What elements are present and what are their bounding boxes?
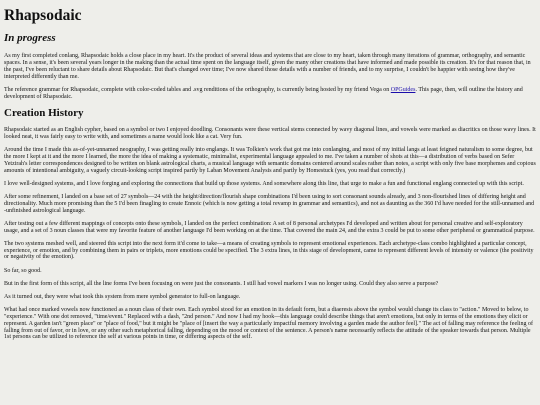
page-subtitle: In progress [4, 32, 56, 44]
opguides-link[interactable]: OPGuides [390, 86, 416, 93]
intro-text-before-link: The reference grammar for Rhapsodaic, complete with color-coded tables and .svg renditions of the orthography, is currently being hosted by my friend Vega on [4, 86, 391, 93]
history-paragraph: But in the first form of this script, all the line forms I've been focusing on were just the consonants. I still had vowel markers I was no longer using. Could they also serve a purpose? [4, 280, 439, 287]
history-paragraph: Around the time I made this as-of-yet-unnamed neography, I was getting really into englangs. It was Tolkien's work that got me into conlanging, and most of my initial langs at least feigned naturalism to some degree, but the more I kept at it and the more I learned, the more the idea of making a systematic, minimalist, experimental language appealed to me. I've taken a number of shots at this—a distribution of verbs based on Sefer Yetzirah's letter correspondences designed to be written on blank astrological charts, a musical language with semantic domains centered around scales rather than notes, a script with only five base morphemes and copious amounts of intentional ambiguity, a vaguely circuit-looking script inspired partly by Laban Movement Analysis and partly by Homestuck (yes, you read that correctly.) [4, 146, 536, 174]
history-paragraph: After some refinement, I landed on a base set of 27 symbols—24 with the height/direction/flourish shape combinations I'd been using to sort consonant sounds already, and 3 non-flourished lines of differing height and directionality. Much more promising than the 5 I'd been finagling to create Ennoic (which is now getting a total revamp in grammar and semantics), and not as daunting as the 360 I'd have needed for the still-unnamed and -unfinished astrological language. [4, 193, 535, 214]
history-paragraph: As it turned out, they were what took this system from mere symbol generator to full-on language. [4, 293, 241, 300]
creation-history-heading: Creation History [4, 106, 84, 119]
history-paragraph: The two systems meshed well, and steered this script into the next form it'd come to take—a means of creating symbols to represent emotional experiences. Each archetype-class combo highlighted a particular concept, experience, or emotion, and by combining them in pairs or triplets, more emotions could be specified. The 3 extra lines, in this stage of development, came to represent different levels of intensity or valence (the positivity or negativity of the emotion). [4, 240, 534, 261]
page-title: Rhapsodaic [4, 7, 82, 24]
history-paragraph: I love well-designed systems, and I love forging and exploring the connections that build up those systems. And somewhere along this line, that urge to make a fun and functional englang connected up with this script. [4, 180, 524, 187]
history-paragraph: So far, so good. [4, 267, 42, 274]
history-paragraph: Rhapsodaic started as an English cypher, based on a symbol or two I enjoyed doodling. Consonants were these vertical stems connected by wavy diagonal lines, and vowels were marked as diacritics on those wavy lines. It looked neat, it was fairly easy to write with, and sometimes a name would look like a cat. Very fun. [4, 126, 536, 140]
intro-paragraph-2 [4, 87, 536, 101]
history-paragraph: What had once marked vowels now functioned as a noun class of their own. Each symbol stood for an emotion in its default form, but a diaeresis above the symbol would change its class to "action." Moved to below, to "experience." With one dot removed, "time/event." Replaced with a dash, "2nd person." And now I had my hook—this language could describe things that aren't emotions, but only in terms of the emotions they elicit or represent. A garden isn't "green place" or "place of food," but it might be "place of [insert the way a particularly impactful memory involving a garden made the author feel]." The act of falling may reference the feeling of falling from out of favor, or in love, or any other such metaphorical falling, depending on the mood or context of the sentence. A person's name necessarily reflects the attitude of the speaker towards that person. Multiple 1st persons can be utilized to reference the self at various points in time, or differing aspects of the self. [4, 306, 533, 341]
intro-paragraph-1: As my first completed conlang, Rhapsodaic holds a close place in my heart. It's the product of several ideas and systems that are close to my heart, taken through many iterations of grammar, orthography, and semantic spaces. In a sense, it's been several years longer in the making than the actual time spent on the language itself, given the many other creations that have informed and made possible its creation. It's for that reason that, in the past, I've been reluctant to share details about Rhapsodaic. But that's changed over time; I've now shared those details with a number of friends, and to my surprise, I couldn't be happier with seeing how they've interpreted differently than me. [4, 53, 531, 80]
history-paragraph: After testing out a few different mappings of concepts onto these symbols, I landed on the perfect combination: A set of 8 personal archetypes I'd developed and written about for personal creative and self-exploratory usage, and a set of 3 noun classes that were my favorite feature of another language I'd been working on at the time. That covered the main 24, and the extra 3 could be put to some other peripheral or grammatical purpose. [4, 220, 535, 234]
intro-text-after-link: . This page, then, will outline the history and development of Rhapsodaic. [4, 86, 523, 100]
